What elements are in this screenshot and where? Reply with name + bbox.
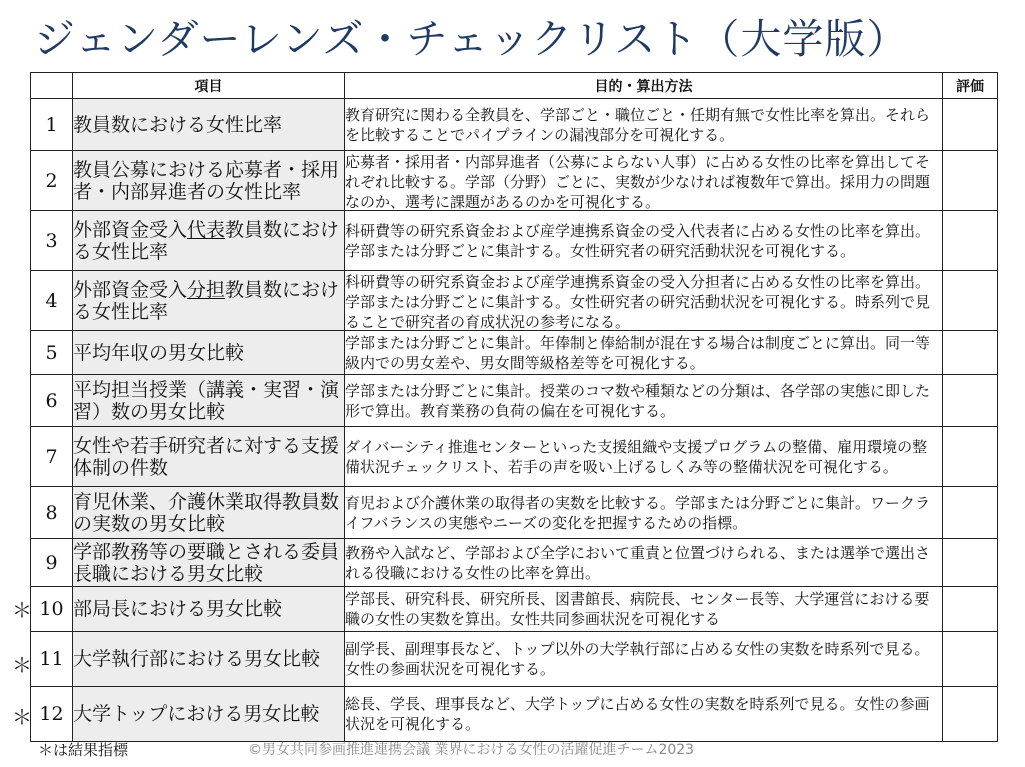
row-purpose — [345, 487, 943, 539]
row-purpose-text: 科研費等の研究系資金および産学連携系資金の受入代表者に占める女性の比率を算出。学部または分野ごとに集計する。女性研究者の研究活動状況を可視化する。 — [345, 221, 931, 260]
footnote: ＊は結果指標 — [38, 741, 129, 759]
row-evaluation-cell[interactable] — [943, 487, 998, 539]
row-item-text: 部局長における男女比較 — [73, 598, 283, 620]
checklist-table — [30, 72, 998, 742]
table-row — [31, 539, 998, 587]
row-purpose — [345, 539, 943, 587]
page-title: ジェンダーレンズ・チェックリスト（大学版） — [34, 15, 909, 63]
row-item — [73, 539, 345, 587]
header-evaluation: 評価 — [943, 73, 998, 99]
row-evaluation-cell[interactable] — [943, 211, 998, 271]
row-evaluation-cell[interactable] — [943, 632, 998, 687]
row-purpose-text: 学部長、研究科長、研究所長、図書館長、病院長、センター長等、大学運営における要職の女性の実数を算出。女性共同参画状況を可視化する — [345, 590, 930, 628]
row-evaluation-cell[interactable] — [943, 587, 998, 632]
row-purpose-text: 教務や入試など、学部および全学において重責と位置づけられる、または選挙で選出される役職における女性の比率を算出。 — [345, 543, 931, 582]
row-item — [73, 331, 345, 375]
header-number — [31, 73, 73, 99]
row-number: 5 — [31, 331, 73, 375]
row-item-text: 平均担当授業（講義・実習・演習）数の男女比較 — [73, 378, 340, 423]
row-item — [73, 587, 345, 632]
row-evaluation-cell[interactable] — [943, 427, 998, 487]
row-item — [73, 375, 345, 427]
row-item — [73, 271, 345, 331]
table-row — [31, 99, 998, 151]
table-row — [31, 687, 998, 742]
table-row — [31, 587, 998, 632]
row-purpose — [345, 99, 943, 151]
row-item-text: 教員公募における応募者・採用者・内部昇進者の女性比率 — [73, 158, 340, 203]
row-item-text: 教員数における女性比率 — [73, 113, 283, 136]
row-item — [73, 487, 345, 539]
row-purpose-text: ダイバーシティ推進センターといった支援組織や支援プログラムの整備、雇用環境の整備状況チェックリスト、若手の声を吸い上げるしくみ等の整備状況を可視化する。 — [345, 437, 928, 476]
row-evaluation-cell[interactable] — [943, 151, 998, 211]
row-item — [73, 427, 345, 487]
row-item-text-rest: 教員数における女性比率 — [73, 278, 340, 323]
row-number: 6 — [31, 375, 73, 427]
table-row — [31, 331, 998, 375]
row-purpose-text: 科研費等の研究系資金および産学連携系資金の受入分担者に占める女性の比率を算出。学部または分野ごとに集計する。女性研究者の研究活動状況を可視化する。時系列で見ることで研究者の育成状況の参考になる。 — [345, 272, 931, 330]
row-number: 12 — [31, 687, 73, 742]
row-purpose — [345, 632, 943, 687]
row-item-text: 大学トップにおける男女比較 — [73, 703, 320, 725]
row-item — [73, 99, 345, 151]
copyright: ©男女共同参画推進連携会議 業界における女性の活躍促進チーム2023 — [248, 742, 695, 758]
row-item-text: 育児休業、介護休業取得教員数の実数の男女比較 — [73, 490, 340, 535]
row-item-text-rest: 教員数における女性比率 — [73, 218, 340, 263]
row-item-text: 大学執行部における男女比較 — [73, 648, 321, 670]
row-number: 8 — [31, 487, 73, 539]
row-item — [73, 211, 345, 271]
table-row — [31, 487, 998, 539]
row-purpose — [345, 687, 943, 742]
result-indicator-mark: ＊ — [12, 653, 32, 677]
table-header-row — [31, 73, 998, 99]
row-number: 10 — [31, 587, 73, 632]
result-indicator-mark: ＊ — [12, 598, 32, 622]
row-evaluation-cell[interactable] — [943, 99, 998, 151]
table-row — [31, 632, 998, 687]
table-row — [31, 211, 998, 271]
row-item-emphasis: 分担 — [187, 278, 226, 301]
row-evaluation-cell[interactable] — [943, 375, 998, 427]
row-evaluation-cell[interactable] — [943, 271, 998, 331]
row-item — [73, 632, 345, 687]
row-purpose-text: 副学長、副理事長など、トップ以外の大学執行部に占める女性の実数を時系列で見る。女性の参画状況を可視化する。 — [345, 640, 930, 678]
row-item-text: 平均年収の男女比較 — [73, 341, 245, 364]
result-indicator-mark: ＊ — [12, 705, 32, 729]
table-row — [31, 271, 998, 331]
row-number: 7 — [31, 427, 73, 487]
row-item-text: 外部資金受入 — [73, 218, 188, 241]
row-item-text: 外部資金受入 — [73, 278, 188, 301]
row-purpose — [345, 271, 943, 331]
row-purpose-text: 総長、学長、理事長など、大学トップに占める女性の実数を時系列で見る。女性の参画状況を可視化する。 — [345, 695, 930, 733]
row-item-emphasis: 代表 — [187, 218, 226, 241]
row-evaluation-cell[interactable] — [943, 539, 998, 587]
row-purpose — [345, 211, 943, 271]
row-purpose-text: 学部または分野ごとに集計。年俸制と俸給制が混在する場合は制度ごとに算出。同一等級内での男女差や、男女間等級格差等を可視化する。 — [345, 333, 931, 372]
table-row — [31, 151, 998, 211]
header-item: 項目 — [73, 73, 345, 99]
row-purpose-text: 学部または分野ごとに集計。授業のコマ数や種類などの分類は、各学部の実態に即した形で算出。教育業務の負荷の偏在を可視化する。 — [345, 381, 931, 420]
row-purpose — [345, 331, 943, 375]
row-purpose — [345, 427, 943, 487]
row-item-text: 学部教務等の要職とされる委員長職における男女比較 — [73, 540, 340, 585]
row-item — [73, 687, 345, 742]
row-evaluation-cell[interactable] — [943, 687, 998, 742]
header-purpose: 目的・算出方法 — [345, 73, 943, 99]
table-row — [31, 427, 998, 487]
row-number: 2 — [31, 151, 73, 211]
row-number: 1 — [31, 99, 73, 151]
row-purpose-text: 教育研究に関わる全教員を、学部ごと・職位ごと・任期有無で女性比率を算出。それらを比較することでパイプラインの漏洩部分を可視化する。 — [345, 105, 931, 144]
row-number: 9 — [31, 539, 73, 587]
row-purpose — [345, 151, 943, 211]
row-purpose-text: 育児および介護休業の取得者の実数を比較する。学部または分野ごとに集計。ワークライフバランスの実態やニーズの変化を把握するための指標。 — [345, 493, 931, 532]
row-number: 3 — [31, 211, 73, 271]
row-item-text: 女性や若手研究者に対する支援体制の件数 — [73, 434, 340, 479]
row-number: 4 — [31, 271, 73, 331]
row-purpose — [345, 587, 943, 632]
row-purpose — [345, 375, 943, 427]
row-evaluation-cell[interactable] — [943, 331, 998, 375]
row-item — [73, 151, 345, 211]
row-number: 11 — [31, 632, 73, 687]
table-row — [31, 375, 998, 427]
row-purpose-text: 応募者・採用者・内部昇進者（公募によらない人事）に占める女性の比率を算出してそれぞれ比較する。学部（分野）ごとに、実数が少なければ複数年で算出。採用力の問題なのか、選考に課題があるのかを可視化する。 — [345, 152, 931, 210]
